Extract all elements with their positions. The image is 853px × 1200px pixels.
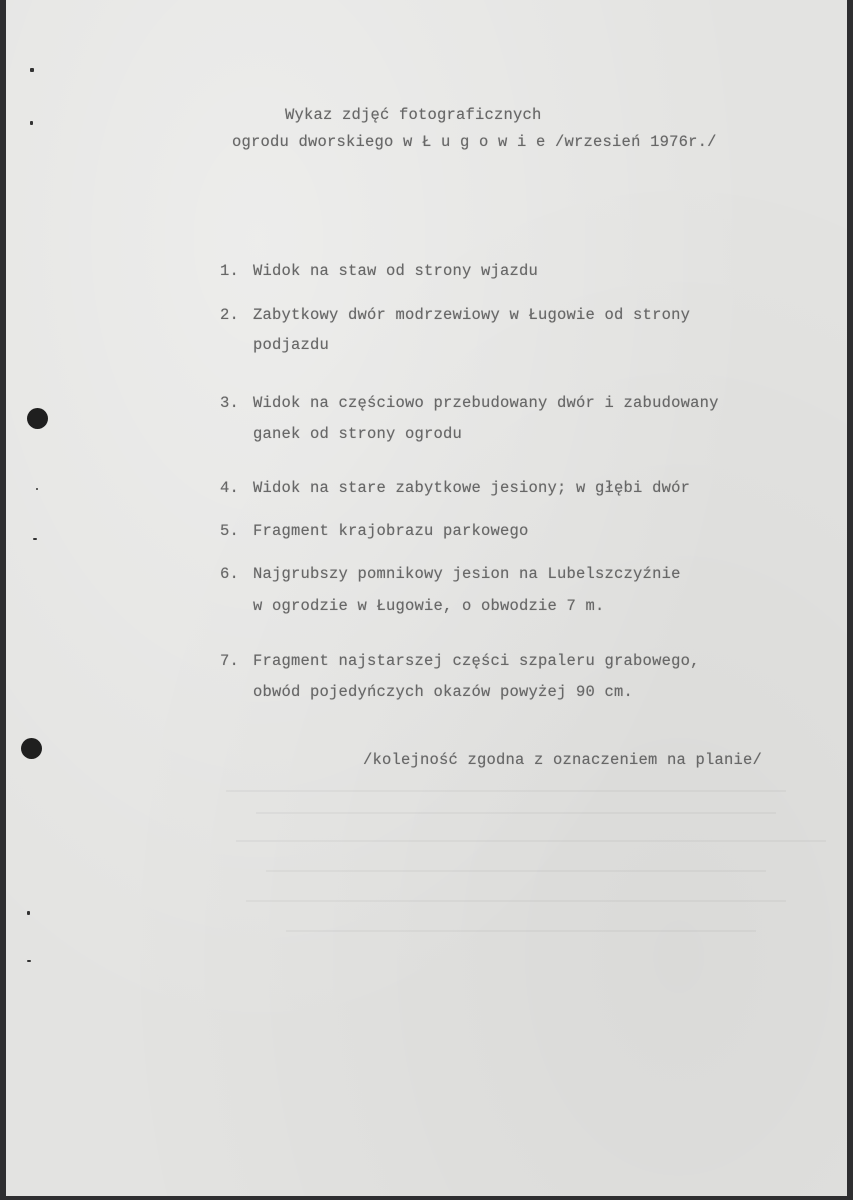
speck-mark (27, 960, 31, 962)
speck-mark (30, 68, 34, 72)
punch-hole (27, 408, 48, 429)
speck-mark (36, 488, 38, 490)
speck-mark (30, 121, 33, 125)
list-item-text-continued: ganek od strony ogrodu (253, 425, 463, 443)
list-item-text-continued: podjazdu (253, 336, 330, 354)
ordering-note: /kolejność zgodna z oznaczeniem na planie/ (363, 751, 763, 769)
list-item-number: 1. (220, 262, 240, 280)
list-item-number: 5. (220, 522, 240, 540)
list-item-number: 4. (220, 479, 240, 497)
list-item-text: Widok na stare zabytkowe jesiony; w głębi dwór (253, 479, 691, 497)
speck-mark (27, 911, 30, 915)
list-item-number: 2. (220, 306, 240, 324)
list-item-text-continued: obwód pojedyńczych okazów powyżej 90 cm. (253, 683, 634, 701)
list-item-text: Zabytkowy dwór modrzewiowy w Ługowie od strony (253, 306, 691, 324)
list-item-number: 6. (220, 565, 240, 583)
list-item-text: Fragment krajobrazu parkowego (253, 522, 529, 540)
list-item-text-continued: w ogrodzie w Ługowie, o obwodzie 7 m. (253, 597, 605, 615)
document-title-line-1: Wykaz zdjęć fotograficznych (285, 106, 542, 124)
list-item-number: 7. (220, 652, 240, 670)
speck-mark (33, 538, 37, 540)
document-page (6, 0, 847, 1196)
list-item-number: 3. (220, 394, 240, 412)
list-item-text: Fragment najstarszej części szpaleru grabowego, (253, 652, 700, 670)
punch-hole (21, 738, 42, 759)
list-item-text: Widok na staw od strony wjazdu (253, 262, 539, 280)
list-item-text: Widok na częściowo przebudowany dwór i zabudowany (253, 394, 719, 412)
list-item-text: Najgrubszy pomnikowy jesion na Lubelszczyźnie (253, 565, 681, 583)
document-title-line-2: ogrodu dworskiego w Ł u g o w i e /wrzesień 1976r./ (232, 133, 717, 151)
